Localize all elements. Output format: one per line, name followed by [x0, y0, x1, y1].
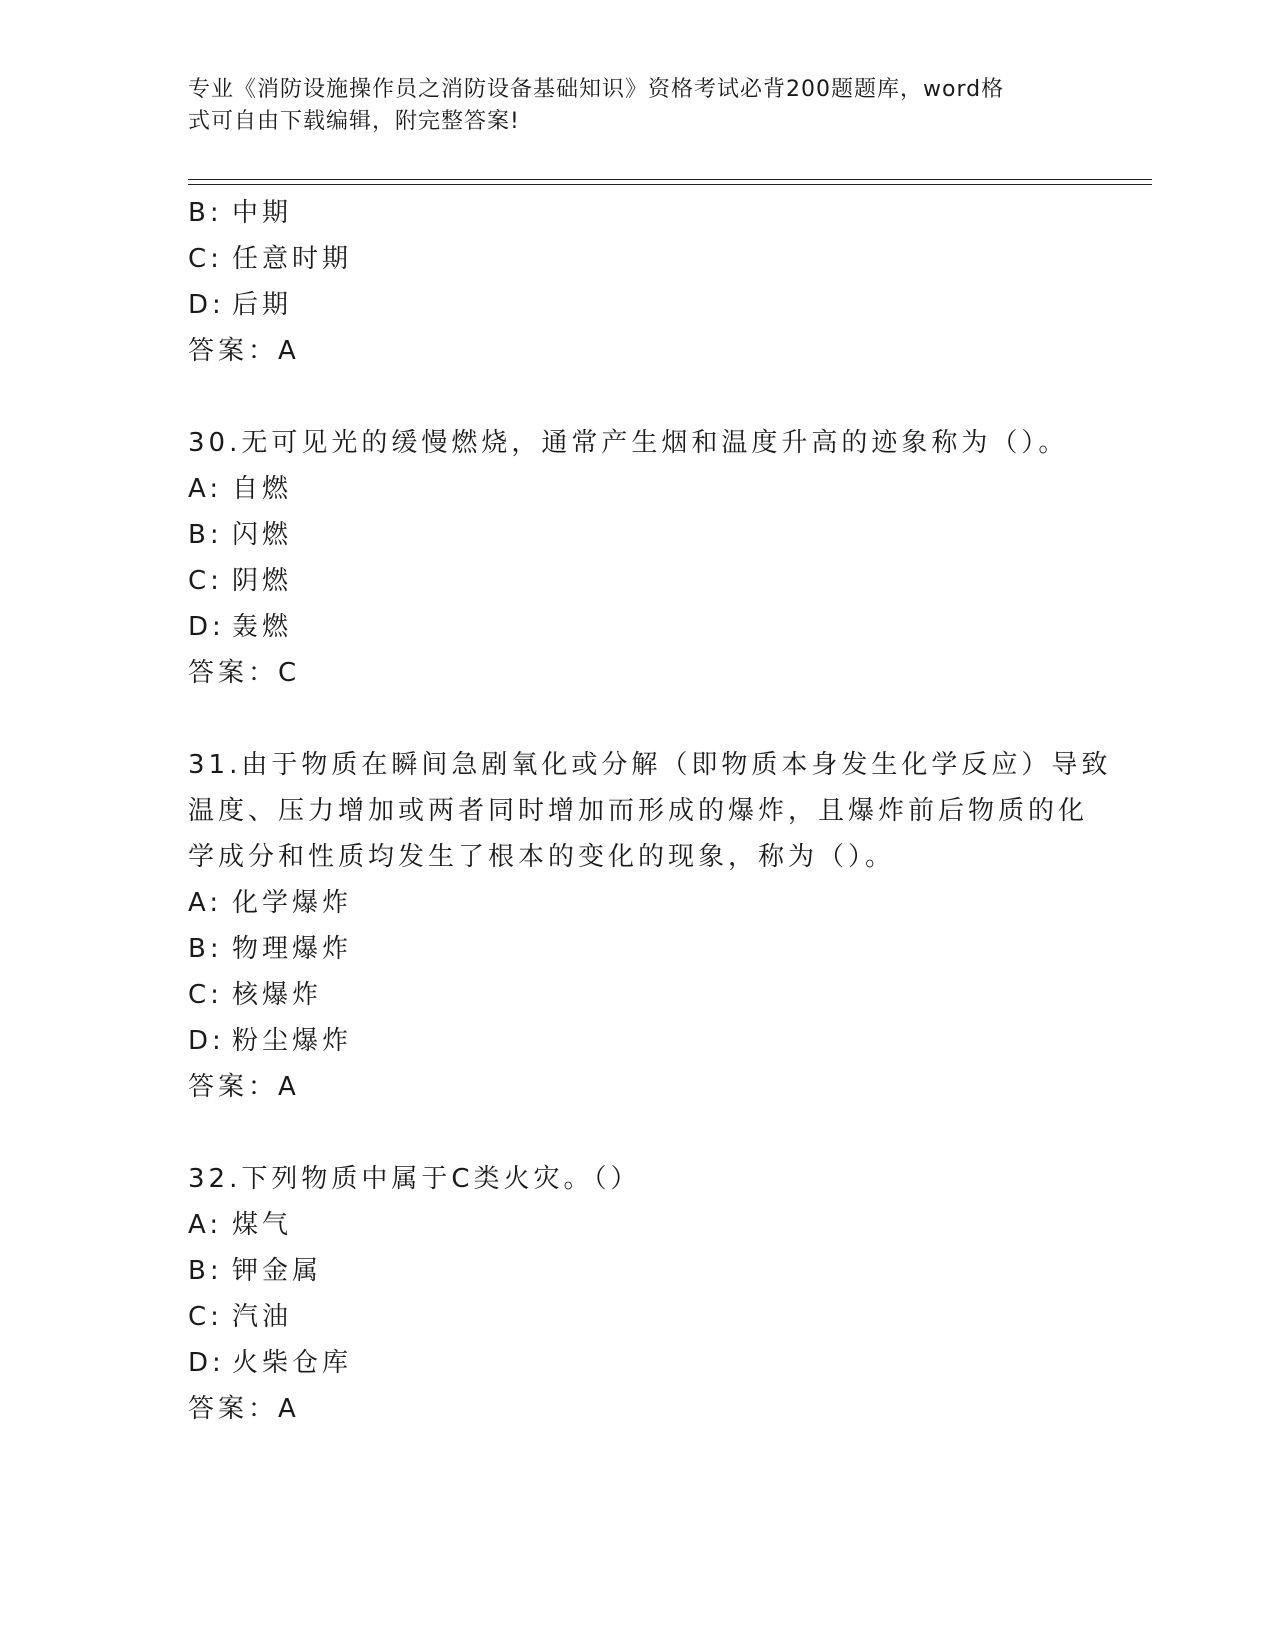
question-content: [188, 190, 1112, 1432]
question-30: [188, 420, 1088, 696]
option-a: A: 煤气: [188, 1210, 293, 1240]
option-c: C: 核爆炸: [188, 980, 323, 1010]
answer-line: 答案：C: [188, 658, 301, 688]
option-d: D: 轰燃: [188, 612, 293, 642]
header-divider-top: [188, 179, 1152, 180]
option-c: C: 任意时期: [188, 244, 353, 274]
question-29-tail: [188, 190, 1088, 374]
option-b: B: 钾金属: [188, 1256, 323, 1286]
question-stem-line-1: 31.由于物质在瞬间急剧氧化或分解（即物质本身发生化学反应）导致: [188, 750, 1112, 780]
option-c: C: 汽油: [188, 1302, 293, 1332]
question-32: [188, 1156, 1088, 1432]
question-stem-line-3: 学成分和性质均发生了根本的变化的现象，称为（）。: [188, 842, 896, 872]
question-stem: 30.无可见光的缓慢燃烧，通常产生烟和温度升高的迹象称为（）。: [188, 428, 1069, 458]
answer-line: 答案：A: [188, 1394, 300, 1424]
option-d: D: 火柴仓库: [188, 1348, 353, 1378]
option-d: D: 粉尘爆炸: [188, 1026, 353, 1056]
question-stem: 32.下列物质中属于C类火灾。（）: [188, 1164, 641, 1194]
header-line-2: 式可自由下载编辑，附完整答案!: [188, 109, 520, 134]
option-c: C: 阴燃: [188, 566, 293, 596]
option-b: B: 中期: [188, 198, 293, 228]
header-divider-bottom: [188, 184, 1152, 185]
question-stem-line-2: 温度、压力增加或两者同时增加而形成的爆炸，且爆炸前后物质的化: [188, 796, 1089, 826]
option-a: A: 自燃: [188, 474, 293, 504]
option-a: A: 化学爆炸: [188, 888, 353, 918]
option-d: D: 后期: [188, 290, 293, 320]
question-31: [188, 742, 1112, 1110]
header-line-1: 专业《消防设施操作员之消防设备基础知识》资格考试必背200题题库，word格: [188, 77, 1005, 102]
answer-line: 答案：A: [188, 1072, 300, 1102]
option-b: B: 物理爆炸: [188, 934, 353, 964]
option-b: B: 闪燃: [188, 520, 293, 550]
answer-line: 答案：A: [188, 336, 300, 366]
document-header: [188, 74, 1068, 138]
